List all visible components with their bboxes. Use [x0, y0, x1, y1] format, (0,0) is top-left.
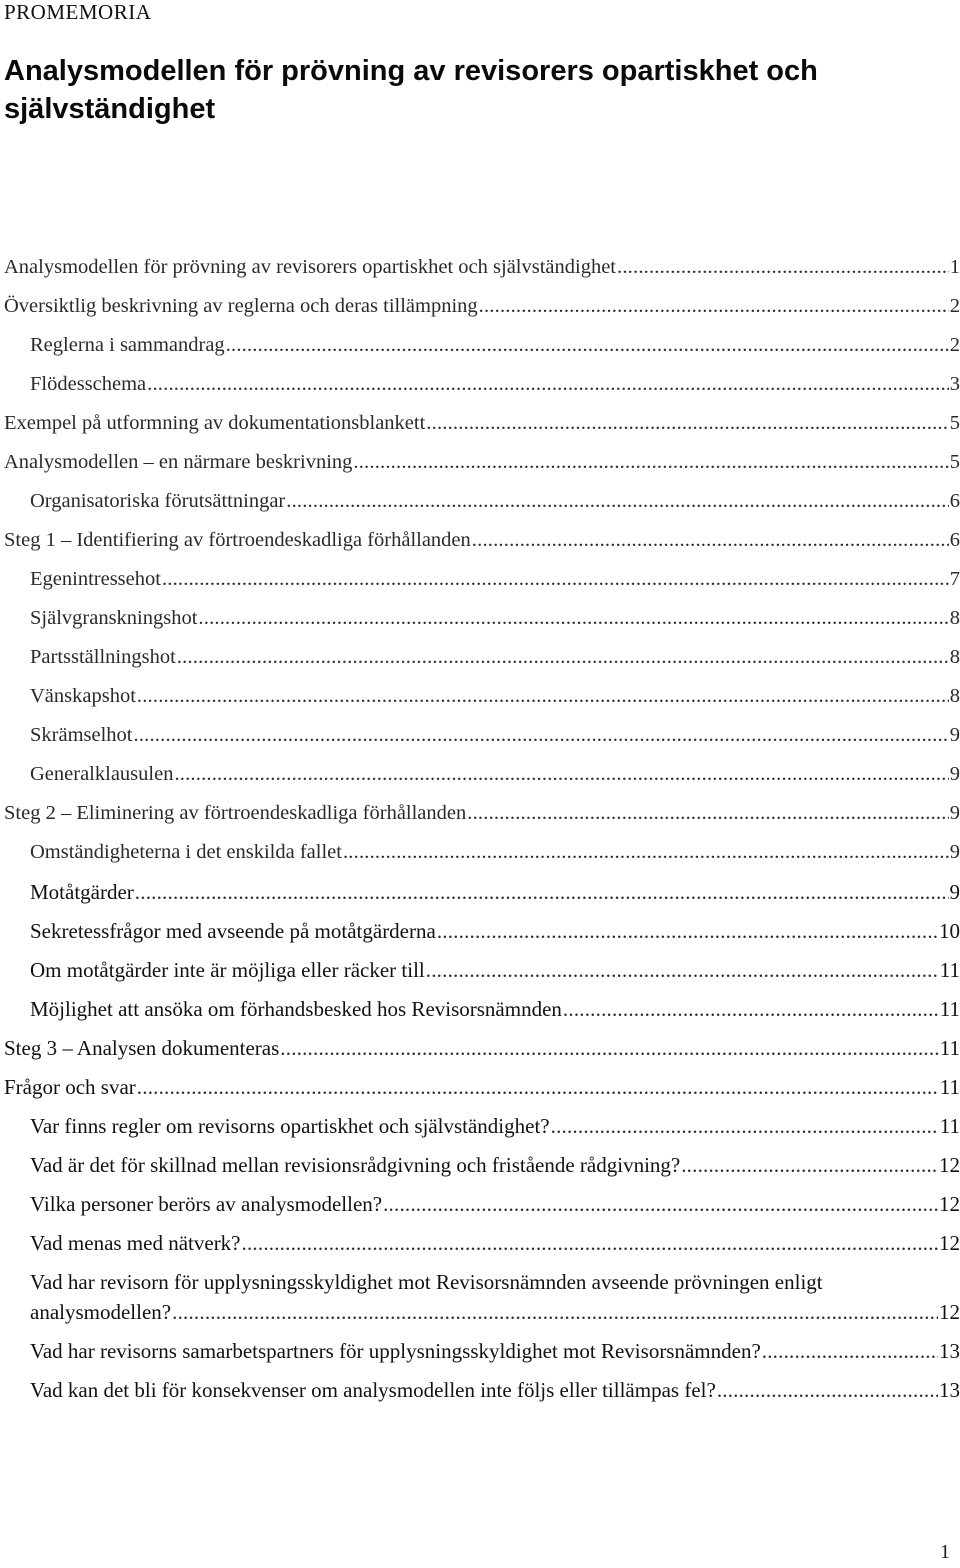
- toc-entry[interactable]: [30, 334, 960, 357]
- toc-leader-dots: [467, 802, 948, 825]
- toc-leader-dots: [137, 1075, 939, 1100]
- toc-entry-title: Exempel på utformning av dokumentationsblankett: [4, 412, 426, 434]
- toc-entry-page: 8: [949, 646, 960, 668]
- toc-entry-title: Vad har revisorns samarbetspartners för upplysningsskyldighet mot Revisorsnämnden?: [30, 1339, 761, 1363]
- toc-entry[interactable]: [4, 412, 960, 435]
- toc-leader-dots: [280, 1036, 938, 1061]
- toc-entry-page: 12: [939, 1192, 960, 1216]
- toc-entry-title-line: Vad har revisorn för upplysningsskyldighet mot Revisorsnämnden avseende prövningen enligt: [30, 1270, 823, 1294]
- toc-leader-dots: [174, 763, 948, 786]
- toc-entry-title: Analysmodellen för prövning av revisorers opartiskhet och självständighet: [4, 256, 617, 278]
- toc-leader-dots: [134, 724, 949, 747]
- toc-entry-title: Organisatoriska förutsättningar: [30, 490, 286, 512]
- toc-leader-dots: [426, 958, 939, 983]
- toc-entry-page: 9: [949, 724, 960, 746]
- toc-leader-dots: [226, 334, 949, 357]
- toc-entry-page: 13: [939, 1378, 960, 1402]
- toc-entry-title: Vad är det för skillnad mellan revisionsrådgivning och fristående rådgivning?: [30, 1153, 681, 1177]
- toc-entry[interactable]: [4, 256, 960, 279]
- toc-entry-page: 11: [939, 958, 960, 982]
- toc-entry-page: 6: [949, 490, 960, 512]
- toc-leader-dots: [172, 1300, 938, 1325]
- toc-entry-title: Reglerna i sammandrag: [30, 334, 225, 356]
- toc-entry-page: 13: [939, 1339, 960, 1363]
- toc-leader-dots: [147, 373, 949, 396]
- toc-entry-title: Vad kan det bli för konsekvenser om analysmodellen inte följs eller tillämpas fel?: [30, 1378, 716, 1402]
- toc-entry-page: 11: [939, 1114, 960, 1138]
- toc-entry[interactable]: [30, 919, 960, 944]
- toc-leader-dots: [563, 997, 939, 1022]
- toc-entry[interactable]: [30, 880, 960, 905]
- toc-entry-title: Omständigheterna i det enskilda fallet: [30, 841, 342, 863]
- toc-leader-dots: [343, 841, 949, 864]
- toc-entry[interactable]: [30, 1231, 960, 1256]
- toc-entry-title: Översiktlig beskrivning av reglerna och deras tillämpning: [4, 295, 478, 317]
- toc-entry[interactable]: [30, 997, 960, 1022]
- toc-entry-page: 8: [949, 607, 960, 629]
- toc-entry[interactable]: [30, 1378, 960, 1403]
- toc-entry-page: 7: [949, 568, 960, 590]
- toc-entry[interactable]: [30, 1153, 960, 1178]
- document-label: PROMEMORIA: [4, 0, 152, 24]
- toc-entry-title: Sekretessfrågor med avseende på motåtgärderna: [30, 919, 436, 943]
- toc-entry-title: Var finns regler om revisorns opartiskhet och självständighet?: [30, 1114, 550, 1138]
- toc-entry-title: Möjlighet att ansöka om förhandsbesked hos Revisorsnämnden: [30, 997, 562, 1021]
- toc-leader-dots: [479, 295, 949, 318]
- toc-entry[interactable]: [30, 646, 960, 669]
- toc-entry[interactable]: [30, 1192, 960, 1217]
- toc-leader-dots: [137, 685, 949, 708]
- toc-leader-dots: [177, 646, 949, 669]
- toc-entry[interactable]: [30, 568, 960, 591]
- toc-entry-page: 9: [949, 880, 960, 904]
- toc-entry[interactable]: [4, 529, 960, 552]
- toc-entry[interactable]: [30, 958, 960, 983]
- toc-entry-page: 9: [949, 841, 960, 863]
- toc-leader-dots: [135, 880, 949, 905]
- toc-leader-dots: [762, 1339, 938, 1364]
- toc-entry[interactable]: [30, 373, 960, 396]
- toc-entry-page: 10: [939, 919, 960, 943]
- toc-entry-title: Flödesschema: [30, 373, 147, 395]
- toc-entry-page: 5: [949, 451, 960, 473]
- toc-entry[interactable]: [30, 763, 960, 786]
- toc-leader-dots: [286, 490, 949, 513]
- toc-entry[interactable]: [30, 1339, 960, 1364]
- toc-entry-page: 11: [939, 1036, 960, 1060]
- document-title: Analysmodellen för prövning av revisorers opartiskhet och självständighet: [4, 55, 818, 125]
- toc-entry-title: Skrämselhot: [30, 724, 133, 746]
- toc-leader-dots: [437, 919, 938, 944]
- toc-entry[interactable]: [4, 1075, 960, 1100]
- toc-entry-page: 12: [939, 1153, 960, 1177]
- toc-entry[interactable]: [4, 451, 960, 474]
- toc-leader-dots: [472, 529, 949, 552]
- toc-entry-title: Självgranskningshot: [30, 607, 198, 629]
- toc-entry-page: 5: [949, 412, 960, 434]
- toc-entry-title: Vad menas med nätverk?: [30, 1231, 241, 1255]
- toc-entry[interactable]: [4, 295, 960, 318]
- toc-leader-dots: [681, 1153, 938, 1178]
- toc-entry-page: 12: [939, 1300, 960, 1324]
- toc-leader-dots: [617, 256, 949, 279]
- toc-leader-dots: [353, 451, 948, 474]
- toc-leader-dots: [717, 1378, 938, 1403]
- toc-leader-dots: [162, 568, 949, 591]
- toc-entry-title: Vänskapshot: [30, 685, 136, 707]
- toc-entry[interactable]: [30, 1114, 960, 1139]
- toc-entry-title: Steg 3 – Analysen dokumenteras: [4, 1036, 280, 1060]
- toc-entry[interactable]: [30, 841, 960, 864]
- toc-entry-title: Steg 1 – Identifiering av förtroendeskadliga förhållanden: [4, 529, 471, 551]
- toc-entry-title: Egenintressehot: [30, 568, 161, 590]
- toc-entry-page: 2: [949, 295, 960, 317]
- toc-entry-title: Analysmodellen – en närmare beskrivning: [4, 451, 353, 473]
- toc-entry[interactable]: [30, 724, 960, 747]
- toc-entry-page: 2: [949, 334, 960, 356]
- toc-leader-dots: [242, 1231, 938, 1256]
- toc-entry-page: 11: [939, 997, 960, 1021]
- toc-entry-page: 6: [949, 529, 960, 551]
- toc-entry-page: 1: [949, 256, 960, 278]
- toc-entry-title: Vilka personer berörs av analysmodellen?: [30, 1192, 383, 1216]
- page-number: 1: [940, 1541, 950, 1563]
- toc-entry-title: Motåtgärder: [30, 880, 134, 904]
- toc-entry[interactable]: [30, 1270, 960, 1325]
- toc-entry-title: Frågor och svar: [4, 1075, 136, 1099]
- toc-entry[interactable]: [30, 490, 960, 513]
- toc-leader-dots: [198, 607, 948, 630]
- toc-entry-page: 9: [949, 763, 960, 785]
- toc-leader-dots: [383, 1192, 938, 1217]
- toc-entry-title: analysmodellen?: [30, 1300, 172, 1324]
- toc-leader-dots: [551, 1114, 939, 1139]
- toc-entry-title: Partsställningshot: [30, 646, 176, 668]
- toc-entry[interactable]: [4, 1036, 960, 1061]
- toc-entry-page: 11: [939, 1075, 960, 1099]
- toc-entry-title: Om motåtgärder inte är möjliga eller räcker till: [30, 958, 425, 982]
- toc-entry[interactable]: [30, 685, 960, 708]
- toc-entry-title: Generalklausulen: [30, 763, 174, 785]
- toc-entry[interactable]: [4, 802, 960, 825]
- toc-entry-page: 9: [949, 802, 960, 824]
- toc-entry-page: 3: [949, 373, 960, 395]
- toc-leader-dots: [426, 412, 948, 435]
- toc-entry-title: Steg 2 – Eliminering av förtroendeskadliga förhållanden: [4, 802, 467, 824]
- toc-entry-page: 12: [939, 1231, 960, 1255]
- toc-entry-page: 8: [949, 685, 960, 707]
- toc-entry[interactable]: [30, 607, 960, 630]
